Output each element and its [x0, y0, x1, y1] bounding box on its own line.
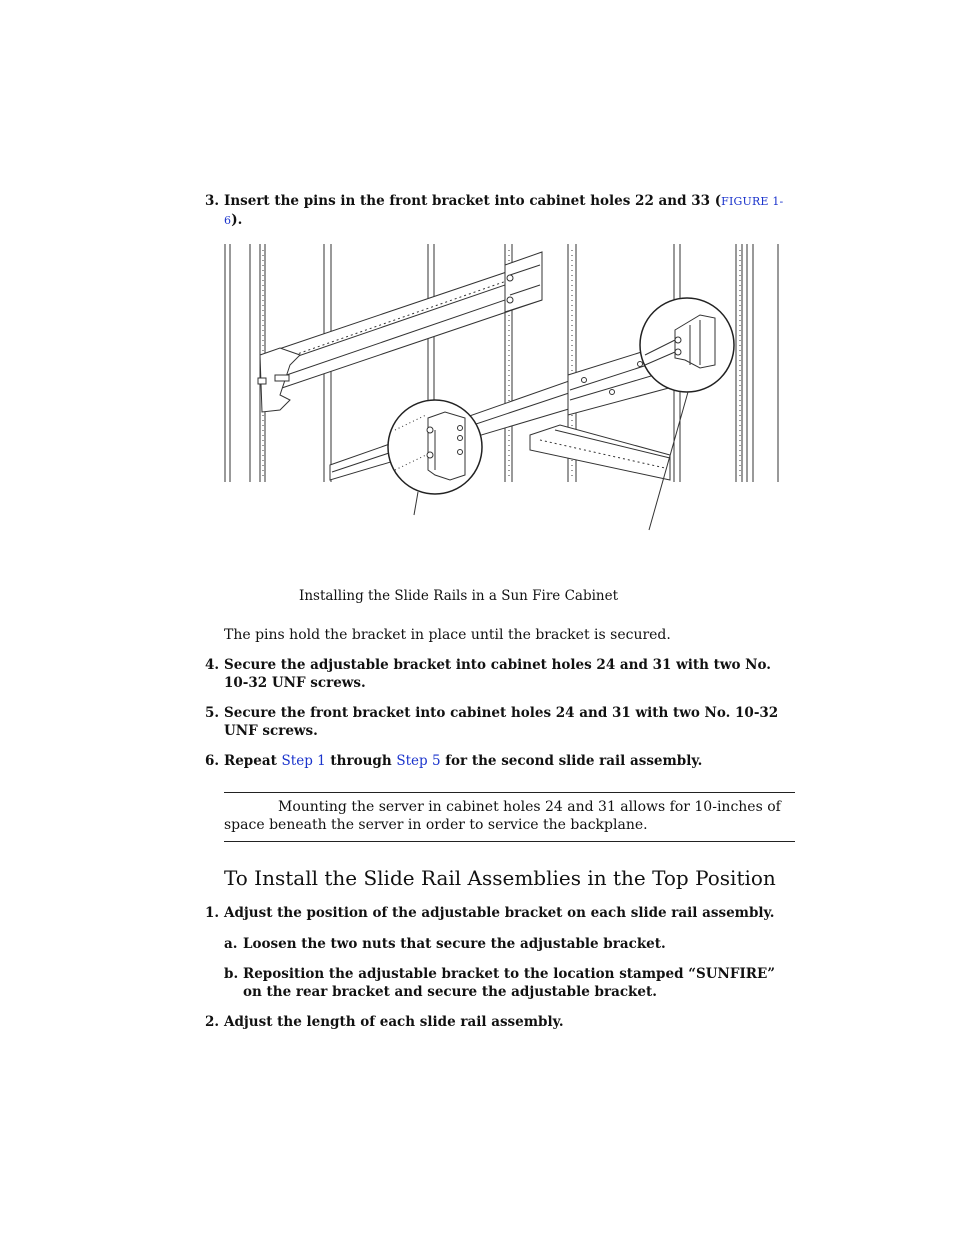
figure-reference-link[interactable]: FIGURE 1-6: [224, 195, 784, 227]
substep-text: Reposition the adjustable bracket to the location stamped “SUNFIRE” on the rear bracket and secure the adjustable bracket.: [243, 966, 776, 1000]
note-top-rule: [224, 792, 795, 793]
step-number: 5.: [205, 705, 220, 721]
note-text: Mounting the server in cabinet holes 24 and 31 allows for 10-inches of space beneath the server in order to service the backplane.: [224, 799, 781, 833]
step-text: Insert the pins in the front bracket into cabinet holes 22 and 33 (FIGURE 1-6).: [224, 193, 784, 228]
step-number: 2.: [205, 1014, 220, 1030]
substep-letter: a.: [224, 936, 238, 952]
step-text: Adjust the length of each slide rail assembly.: [224, 1014, 564, 1030]
step-number: 6.: [205, 753, 220, 769]
step-number: 3.: [205, 193, 220, 209]
step-text: Repeat Step 1 through Step 5 for the second slide rail assembly.: [224, 753, 703, 769]
section-heading: To Install the Slide Rail Assemblies in the Top Position: [224, 866, 776, 890]
step-number: 1.: [205, 905, 220, 921]
step-text: Secure the adjustable bracket into cabinet holes 24 and 31 with two No. 10-32 UNF screws.: [224, 657, 771, 691]
substep-text: Loosen the two nuts that secure the adjustable bracket.: [243, 936, 666, 952]
pins-note-text: The pins hold the bracket in place until the bracket is secured.: [224, 627, 671, 643]
step-number: 4.: [205, 657, 220, 673]
substep-letter: b.: [224, 966, 239, 982]
note-bottom-rule: [224, 841, 795, 842]
step-5-link[interactable]: Step 5: [396, 753, 441, 769]
step-1-link[interactable]: Step 1: [281, 753, 326, 769]
step-text: Secure the front bracket into cabinet holes 24 and 31 with two No. 10-32 UNF screws.: [224, 705, 779, 739]
slide-rail-installation-figure: [220, 240, 785, 535]
step-text: Adjust the position of the adjustable bracket on each slide rail assembly.: [224, 905, 775, 921]
figure-caption: Installing the Slide Rails in a Sun Fire Cabinet: [299, 588, 619, 604]
